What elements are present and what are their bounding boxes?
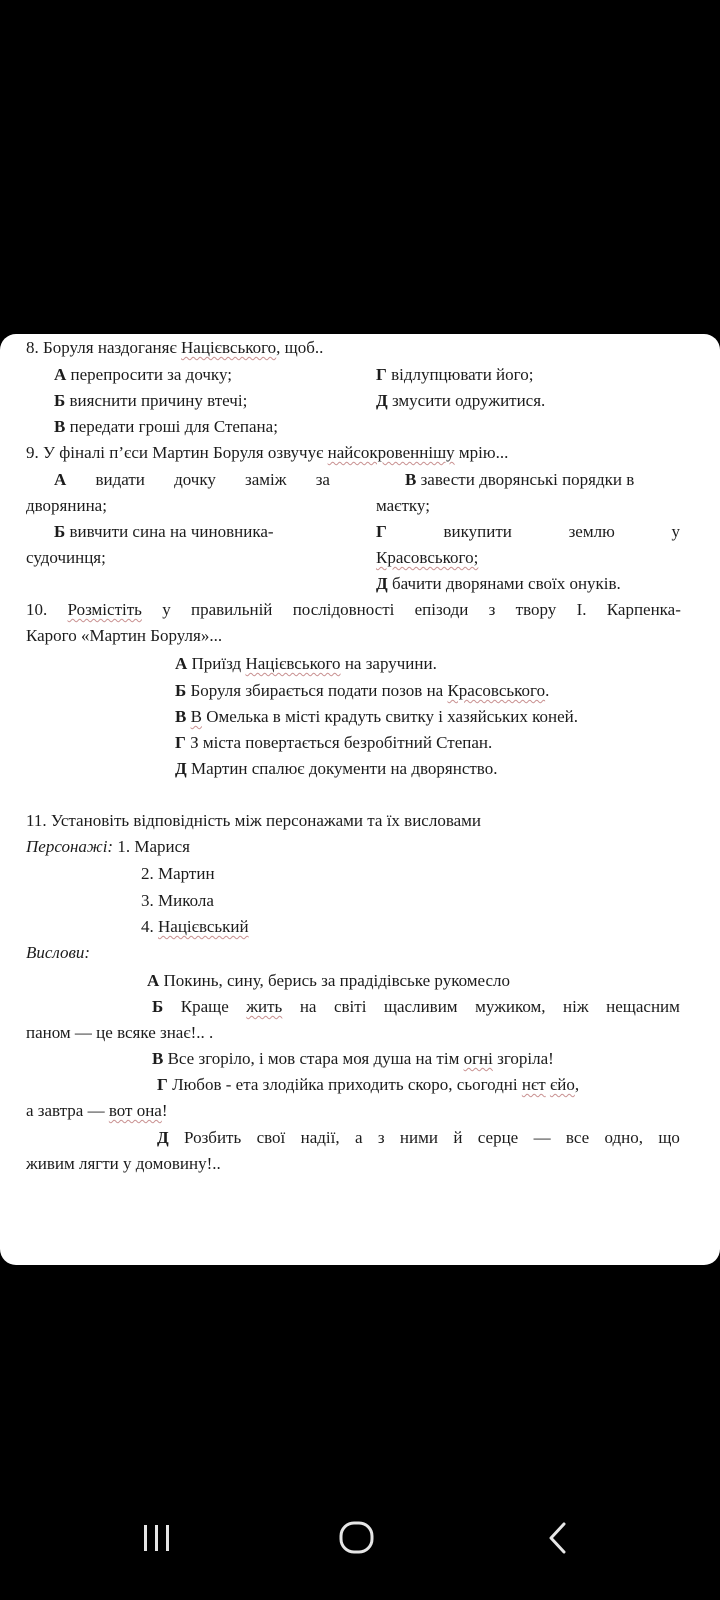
recent-apps-button[interactable]: [127, 1516, 187, 1560]
q9-option-d: Д бачити дворянами своїх онуків.: [376, 574, 621, 593]
q8-option-g: Г відлупцювати його;: [376, 365, 534, 384]
navigation-bar: [0, 1480, 720, 1600]
q11-character-2: 2. Мартин: [141, 864, 215, 883]
q11-quote-g-cont: а завтра — вот она!: [26, 1101, 168, 1120]
q9-option-g-cont: Красовського;: [376, 548, 479, 567]
q11-title: 11. Установіть відповідність між персонажами та їх висловами: [26, 811, 482, 830]
q11-quote-v: В Все згоріло, і мов стара моя душа на тім огні згоріла!: [152, 1049, 554, 1068]
q11-quote-b: Б Краще жить на світі щасливим мужиком, ніж нещасним: [152, 997, 680, 1016]
q10-option-d: Д Мартин спалює документи на дворянство.: [175, 759, 498, 778]
q10-title: 10. Розмістіть у правильній послідовності епізоди з твору І. Карпенка-: [26, 600, 681, 619]
q9-option-v: В завести дворянські порядки в: [405, 470, 635, 489]
q11-quotes-label: Вислови:: [26, 943, 91, 962]
q9-option-a: А видати дочку заміж за: [54, 470, 330, 489]
home-icon: [337, 1521, 377, 1555]
q8-option-b: Б вияснити причину втечі;: [54, 391, 248, 410]
q10-option-a: А Приїзд Націєвського на заручини.: [175, 654, 437, 673]
q9-title: 9. У фіналі п’єси Мартин Боруля озвучує найсокровеннішу мрію...: [26, 443, 509, 462]
q11-character-4: 4. Націєвський: [141, 917, 249, 936]
back-button[interactable]: [527, 1516, 587, 1560]
q9-option-v-cont: маєтку;: [376, 496, 430, 515]
q11-quote-d: Д Розбить свої надії, а з ними й серце — все одно, що: [157, 1128, 680, 1147]
q11-quote-d-cont: живим лягти у домовину!..: [26, 1154, 221, 1173]
q11-quote-b-cont: паном — це всяке знає!.. .: [26, 1023, 214, 1042]
q10-title-cont: Карого «Мартин Боруля»...: [26, 626, 223, 645]
q11-characters: Персонажі: 1. Марися: [26, 837, 190, 856]
back-icon: [543, 1521, 571, 1555]
q11-character-3: 3. Микола: [141, 891, 214, 910]
q11-quote-g: Г Любов - ета злодійка приходить скоро, сьогодні нєт єйо,: [157, 1075, 580, 1094]
q10-option-g: Г З міста повертається безробітний Степан.: [175, 733, 493, 752]
q9-option-a-cont: дворянина;: [26, 496, 107, 515]
q8-option-v: В передати гроші для Степана;: [54, 417, 278, 436]
q8-option-a: А перепросити за дочку;: [54, 365, 232, 384]
q10-option-v: В В Омелька в місті крадуть свитку і хазяйських коней.: [175, 707, 578, 726]
q9-option-g: Г викупити землю у: [376, 522, 680, 541]
q9-option-b: Б вивчити сина на чиновника-: [54, 522, 274, 541]
q8-title: 8. Боруля наздоганяє Націєвського, щоб..: [26, 338, 324, 357]
home-button[interactable]: [327, 1516, 387, 1560]
recent-apps-icon: [140, 1523, 174, 1553]
q10-option-b: Б Боруля збирається подати позов на Красовського.: [175, 681, 550, 700]
q8-option-d: Д змусити одружитися.: [376, 391, 546, 410]
q9-option-b-cont: судочинця;: [26, 548, 106, 567]
q11-quote-a: А Покинь, сину, берись за прадідівське рукомесло: [147, 971, 511, 990]
document-image: [0, 334, 720, 1265]
